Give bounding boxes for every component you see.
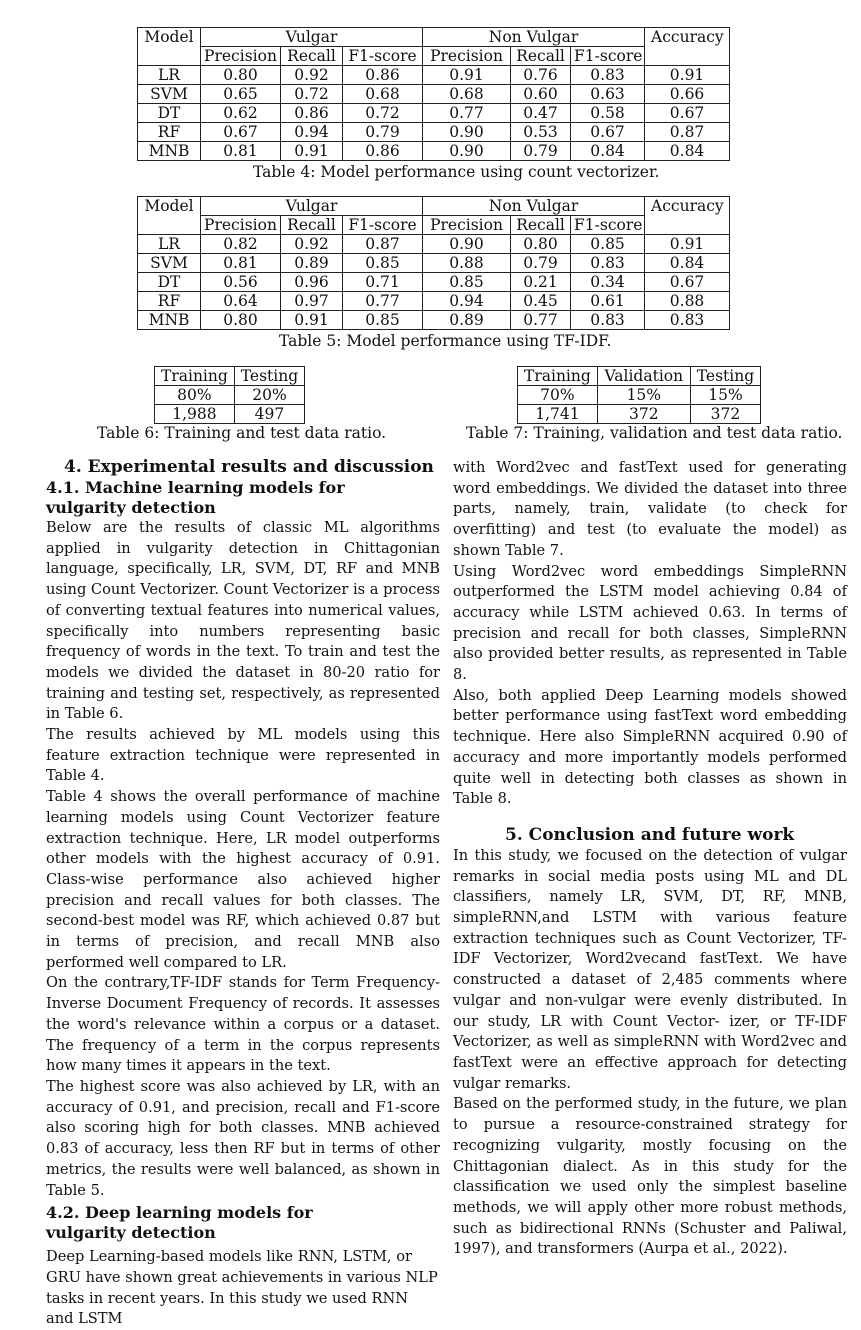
cell-vulgar-recall: 0.86	[281, 104, 343, 123]
table-subheader-row	[138, 47, 730, 66]
section-5-heading: 5. Conclusion and future work	[505, 824, 795, 845]
cell-vulgar-f1: 0.68	[343, 85, 423, 104]
paragraph: Using Word2vec word embeddings SimpleRNN outperformed the LSTM model achieving 0.84 of accuracy while LSTM achieved 0.63. In terms of precision and recall for both classes, SimpleRNN also provided better results, as represented in Table 8.	[453, 562, 847, 684]
cell-model: DT	[138, 104, 201, 123]
table-row	[518, 386, 761, 405]
cell-vulgar-precision: 0.81	[201, 254, 281, 273]
cell-model: RF	[138, 292, 201, 311]
cell-training: 80%	[155, 386, 235, 405]
header-recall: Recall	[281, 47, 343, 66]
paragraph: Below are the results of classic ML algorithms applied in vulgarity detection in Chittagonian language, specifically, LR, SVM, DT, RF and MNB using Count Vectorizer. Count Vectorizer is a process of converting textual features into numerical values, specifically into numbers representing basic frequency of words in the text. To train and test the models we divided the dataset in 80-20 ratio for training and testing set, respectively, as represented in Table 6.	[46, 519, 440, 723]
table-6	[154, 366, 305, 424]
paragraph: On the contrary,TF-IDF stands for Term Frequency-Inverse Document Frequency of records. It assesses the word's relevance within a corpus or a dataset. The frequency of a term in the corpus represents how many times it appears in the text.	[46, 974, 440, 1075]
header-training: Training	[518, 367, 598, 386]
cell-accuracy: 0.83	[645, 311, 730, 330]
cell-vulgar-recall: 0.94	[281, 123, 343, 142]
cell-model: DT	[138, 273, 201, 292]
header-f1: F1-score	[571, 216, 645, 235]
table-row	[518, 405, 761, 424]
cell-training: 1,741	[518, 405, 598, 424]
table-5	[137, 196, 730, 330]
table-row	[138, 311, 730, 330]
header-precision: Precision	[423, 47, 511, 66]
cell-vulgar-precision: 0.82	[201, 235, 281, 254]
header-recall: Recall	[511, 47, 571, 66]
cell-accuracy: 0.91	[645, 235, 730, 254]
table-row	[138, 273, 730, 292]
table-4-caption: Table 4: Model performance using count vectorizer.	[253, 163, 660, 181]
cell-vulgar-precision: 0.81	[201, 142, 281, 161]
cell-vulgar-recall: 0.91	[281, 311, 343, 330]
cell-nonvulgar-f1: 0.85	[571, 235, 645, 254]
cell-accuracy: 0.84	[645, 142, 730, 161]
cell-model: MNB	[138, 311, 201, 330]
cell-training: 1,988	[155, 405, 235, 424]
paragraph: Based on the performed study, in the future, we plan to pursue a resource-constrained strategy for recognizing vulgarity, mostly focusing on the Chittagonian dialect. As in this study for the classification we used only the simplest baseline methods, we will apply other more robust methods, such as bidirectional RNNs (Schuster and Paliwal, 1997), and transformers (Aurpa et al., 2022).	[453, 1095, 847, 1258]
cell-nonvulgar-precision: 0.90	[423, 235, 511, 254]
cell-vulgar-precision: 0.65	[201, 85, 281, 104]
cell-nonvulgar-recall: 0.79	[511, 142, 571, 161]
header-recall: Recall	[511, 216, 571, 235]
cell-nonvulgar-f1: 0.83	[571, 66, 645, 85]
cell-nonvulgar-f1: 0.84	[571, 142, 645, 161]
cell-vulgar-f1: 0.72	[343, 104, 423, 123]
cell-vulgar-precision: 0.56	[201, 273, 281, 292]
table-row	[138, 85, 730, 104]
cell-vulgar-recall: 0.96	[281, 273, 343, 292]
header-accuracy: Accuracy	[645, 197, 730, 235]
cell-vulgar-f1: 0.77	[343, 292, 423, 311]
paragraph: Deep Learning-based models like RNN, LSTM, or GRU have shown great achievements in various NLP tasks in recent years. In this study we used RNN and LSTM	[46, 1248, 438, 1328]
cell-training: 70%	[518, 386, 598, 405]
cell-nonvulgar-f1: 0.83	[571, 311, 645, 330]
cell-vulgar-precision: 0.64	[201, 292, 281, 311]
table-7-caption: Table 7: Training, validation and test data ratio.	[466, 424, 843, 442]
cell-nonvulgar-precision: 0.90	[423, 142, 511, 161]
cell-nonvulgar-precision: 0.77	[423, 104, 511, 123]
cell-model: MNB	[138, 142, 201, 161]
cell-nonvulgar-precision: 0.89	[423, 311, 511, 330]
cell-nonvulgar-precision: 0.91	[423, 66, 511, 85]
cell-validation: 372	[597, 405, 690, 424]
header-non-vulgar: Non Vulgar	[423, 197, 645, 216]
paragraph: Also, both applied Deep Learning models showed better performance using fastText word embedding technique. Here also SimpleRNN acquired 0.90 of accuracy and more importantly models performed quite well in detecting both classes as shown in Table 8.	[453, 686, 847, 808]
cell-vulgar-recall: 0.72	[281, 85, 343, 104]
paragraph: with Word2vec and fastText used for generating word embeddings. We divided the dataset into three parts, namely, train, validate (to check for overfitting) and test (to evaluate the model) as shown Table 7.	[453, 459, 847, 559]
cell-vulgar-f1: 0.85	[343, 254, 423, 273]
cell-nonvulgar-recall: 0.60	[511, 85, 571, 104]
cell-nonvulgar-f1: 0.61	[571, 292, 645, 311]
cell-testing: 497	[234, 405, 304, 424]
cell-vulgar-recall: 0.92	[281, 235, 343, 254]
cell-nonvulgar-precision: 0.68	[423, 85, 511, 104]
cell-nonvulgar-f1: 0.67	[571, 123, 645, 142]
cell-vulgar-precision: 0.80	[201, 311, 281, 330]
table-subheader-row	[138, 216, 730, 235]
header-accuracy: Accuracy	[645, 28, 730, 66]
cell-nonvulgar-recall: 0.53	[511, 123, 571, 142]
cell-vulgar-recall: 0.91	[281, 142, 343, 161]
cell-testing: 15%	[690, 386, 760, 405]
cell-nonvulgar-recall: 0.76	[511, 66, 571, 85]
cell-nonvulgar-recall: 0.21	[511, 273, 571, 292]
cell-accuracy: 0.66	[645, 85, 730, 104]
header-model: Model	[138, 197, 201, 235]
paragraph: Table 4 shows the overall performance of machine learning models using Count Vectorizer feature extraction technique. Here, LR model outperforms other models with the highest accuracy of 0.91. Class-wise performance also achieved higher precision and recall values for both classes. The second-best model was RF, which achieved 0.87 but in terms of precision, and recall MNB also performed well compared to LR.	[46, 788, 440, 971]
cell-accuracy: 0.67	[645, 104, 730, 123]
cell-model: RF	[138, 123, 201, 142]
cell-testing: 20%	[234, 386, 304, 405]
cell-model: LR	[138, 235, 201, 254]
table-row	[155, 386, 305, 405]
header-vulgar: Vulgar	[201, 197, 423, 216]
cell-nonvulgar-recall: 0.45	[511, 292, 571, 311]
cell-vulgar-f1: 0.86	[343, 66, 423, 85]
cell-accuracy: 0.87	[645, 123, 730, 142]
table-row	[138, 104, 730, 123]
section-4-1-heading: 4.1. Machine learning models for vulgarity detection	[46, 478, 345, 517]
header-f1: F1-score	[571, 47, 645, 66]
cell-vulgar-f1: 0.79	[343, 123, 423, 142]
cell-accuracy: 0.91	[645, 66, 730, 85]
header-testing: Testing	[234, 367, 304, 386]
cell-nonvulgar-recall: 0.77	[511, 311, 571, 330]
table-row	[138, 292, 730, 311]
cell-vulgar-recall: 0.89	[281, 254, 343, 273]
table-4	[137, 27, 730, 161]
table-row	[138, 66, 730, 85]
cell-validation: 15%	[597, 386, 690, 405]
header-non-vulgar: Non Vulgar	[423, 28, 645, 47]
table-header-row	[155, 367, 305, 386]
table-5-caption: Table 5: Model performance using TF-IDF.	[279, 332, 612, 350]
header-testing: Testing	[690, 367, 760, 386]
paragraph: The highest score was also achieved by LR, with an accuracy of 0.91, and precision, recall and F1-score also scoring high for both classes. MNB achieved 0.83 of accuracy, less then RF but in terms of other metrics, the results were well balanced, as shown in Table 5.	[46, 1077, 440, 1199]
cell-accuracy: 0.88	[645, 292, 730, 311]
cell-nonvulgar-precision: 0.85	[423, 273, 511, 292]
cell-vulgar-precision: 0.80	[201, 66, 281, 85]
table-6-caption: Table 6: Training and test data ratio.	[97, 424, 387, 442]
table-row	[138, 235, 730, 254]
cell-nonvulgar-f1: 0.63	[571, 85, 645, 104]
header-f1: F1-score	[343, 216, 423, 235]
cell-vulgar-precision: 0.62	[201, 104, 281, 123]
cell-nonvulgar-recall: 0.47	[511, 104, 571, 123]
table-row	[138, 123, 730, 142]
cell-vulgar-recall: 0.92	[281, 66, 343, 85]
cell-nonvulgar-precision: 0.88	[423, 254, 511, 273]
header-training: Training	[155, 367, 235, 386]
cell-vulgar-recall: 0.97	[281, 292, 343, 311]
table-row	[138, 254, 730, 273]
paragraph: The results achieved by ML models using this feature extraction technique were represented in Table 4.	[46, 726, 440, 785]
section-4-2-heading: 4.2. Deep learning models for vulgarity detection	[46, 1203, 313, 1243]
cell-nonvulgar-precision: 0.90	[423, 123, 511, 142]
cell-model: SVM	[138, 85, 201, 104]
cell-vulgar-f1: 0.71	[343, 273, 423, 292]
paragraph: In this study, we focused on the detection of vulgar remarks in social media posts using ML and DL classifiers, namely LR, SVM, DT, RF, MNB, simpleRNN,and LSTM with various feature extraction techniques such as Count Vectorizer, TF-IDF Vectorizer, Word2vecand fastText. We have constructed a dataset of 2,485 comments where vulgar and non-vulgar were evenly distributed. In our study, LR with Count Vector- izer, or TF-IDF Vectorizer, as well as simpleRNN with Word2vec and fastText were an effective approach for detecting vulgar remarks.	[453, 846, 847, 1092]
header-model: Model	[138, 28, 201, 66]
cell-vulgar-f1: 0.87	[343, 235, 423, 254]
header-precision: Precision	[201, 47, 281, 66]
cell-nonvulgar-precision: 0.94	[423, 292, 511, 311]
cell-vulgar-precision: 0.67	[201, 123, 281, 142]
table-header-row	[138, 197, 730, 216]
header-precision: Precision	[423, 216, 511, 235]
cell-model: LR	[138, 66, 201, 85]
cell-nonvulgar-f1: 0.83	[571, 254, 645, 273]
cell-nonvulgar-recall: 0.80	[511, 235, 571, 254]
header-recall: Recall	[281, 216, 343, 235]
table-header-row	[138, 28, 730, 47]
header-vulgar: Vulgar	[201, 28, 423, 47]
table-row	[138, 142, 730, 161]
table-row	[155, 405, 305, 424]
cell-vulgar-f1: 0.86	[343, 142, 423, 161]
section-4-heading: 4. Experimental results and discussion	[64, 457, 434, 477]
cell-accuracy: 0.84	[645, 254, 730, 273]
cell-nonvulgar-f1: 0.58	[571, 104, 645, 123]
right-column	[453, 458, 847, 1260]
cell-vulgar-f1: 0.85	[343, 311, 423, 330]
cell-accuracy: 0.67	[645, 273, 730, 292]
cell-testing: 372	[690, 405, 760, 424]
header-validation: Validation	[597, 367, 690, 386]
header-f1: F1-score	[343, 47, 423, 66]
cell-nonvulgar-f1: 0.34	[571, 273, 645, 292]
cell-nonvulgar-recall: 0.79	[511, 254, 571, 273]
header-precision: Precision	[201, 216, 281, 235]
left-column	[46, 456, 440, 1330]
table-header-row	[518, 367, 761, 386]
cell-model: SVM	[138, 254, 201, 273]
table-7	[517, 366, 761, 424]
